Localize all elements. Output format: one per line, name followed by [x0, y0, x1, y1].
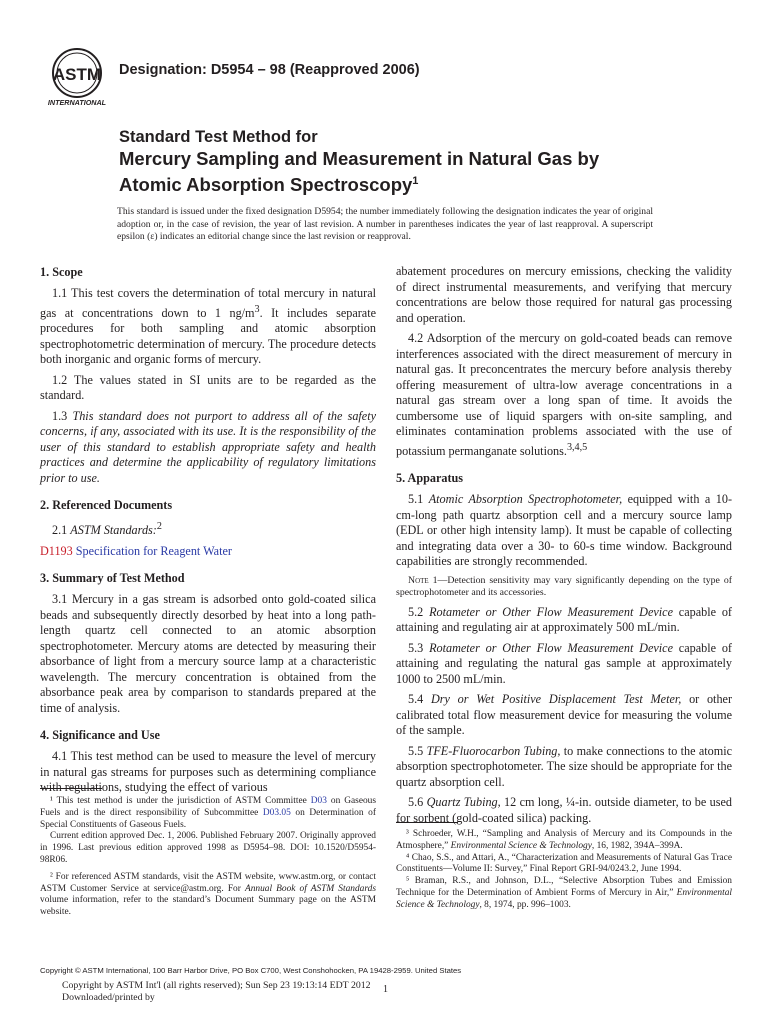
fn1-text-a: ¹ This test method is under the jurisdiction of ASTM Committee [50, 796, 311, 806]
p5-4-text: or other calibrated total flow measurement device for measuring the volume of the sample. [396, 692, 733, 738]
section-heading-apparatus: 5. Apparatus [396, 471, 464, 486]
paragraph-5-5 [396, 744, 732, 791]
section-heading-scope: 1. Scope [40, 265, 83, 279]
paragraph-5-1 [396, 492, 732, 570]
fn3-text-b: , 16, 1982, 394A–399A. [591, 840, 683, 851]
p1-1-text-a: 1.1 This test covers the determination of total mercury in natural gas at concentrations down to 1 ng/m [40, 286, 376, 320]
p4-2-text: 4.2 Adsorption of the mercury on gold-coated beads can remove interferences associated with the direct measurement of mercury in natural gas. It preconcentrates the mercury before analysis thereby offering measurement of ultra-low average concentrations in a natural gas stream over a long span of time. It avoids the cumbersome use of liquid spargers with on-site sampling, and eliminates contamination problems associated with the use of potassium permanganate solutions. [396, 331, 732, 458]
fn5-text-b: , 8, 1974, pp. 996–1003. [479, 899, 571, 910]
note-1-label: Note 1 [408, 574, 438, 586]
issued-note: This standard is issued under the fixed designation D5954; the number immediately following the designation indicates the year of original adoption or, in the case of revision, the year of last revision. A number in parentheses indicates the year of last reapproval. A superscript epsilon (ε) indicates an editorial change since the last revision or reapproval. [117, 206, 653, 243]
note-1 [396, 575, 732, 600]
astm-logo [42, 46, 112, 108]
footnotes-left [40, 796, 376, 919]
title-line-2: Mercury Sampling and Measurement in Natural Gas by [119, 148, 600, 169]
p5-3-num: 5.3 [408, 640, 430, 655]
p5-2-title: Rotameter or Other Flow Measurement Device [429, 604, 673, 619]
section-heading-summary: 3. Summary of Test Method [40, 571, 185, 586]
p5-4-title: Dry or Wet Positive Displacement Test Meter, [430, 692, 682, 707]
p5-1-text: equipped with a 10-cm-long path quartz absorption cell and a mercury source lamp (EDL or other high intensity lamp). It must be capable of collecting and integrating data over a 30- to 60-s time window. Background capabilities are strongly recommended. [396, 492, 733, 569]
p2-1-sup: 2 [156, 521, 162, 533]
footnote-2 [40, 872, 376, 919]
p5-5-num: 5.5 [408, 743, 427, 758]
p5-6-title: Quartz Tubing, [426, 795, 501, 810]
right-column [396, 264, 732, 831]
copyright-line: Copyright © ASTM International, 100 Barr Harbor Drive, PO Box C700, West Conshohocken, PA 19428-2959. United States [40, 966, 462, 975]
paragraph-1-2: 1.2 The values stated in SI units are to be regarded as the standard. [40, 372, 376, 403]
p4-2-sup: 3,4,5 [566, 441, 588, 453]
footnote-3 [396, 829, 732, 853]
title-footnote-mark: 1 [412, 175, 419, 187]
fn1-text-c: on Determination of Special Constituents of Gaseous Fuels. [40, 807, 376, 830]
logo-text: ASTM [52, 65, 102, 84]
footnote-rule-left [40, 788, 102, 789]
stamp-line-2: Downloaded/printed by [62, 992, 155, 1003]
footnote-5 [396, 876, 732, 911]
designation: Designation: D5954 – 98 (Reapproved 2006) [119, 62, 420, 78]
download-stamp [62, 980, 371, 1004]
title-line-3 [119, 170, 719, 196]
paragraph-5-4 [396, 692, 732, 739]
p5-2-text: capable of attaining and regulating air at approximately 500 mL/min. [396, 604, 732, 635]
d03-05-link[interactable]: D03.05 [262, 807, 291, 818]
fn5-text-a: ⁵ Braman, R.S., and Johnson, D.L., “Selective Absorption Tubes and Emission Technique for the Determination of Ambient Forms of Mercury in Air,” [396, 876, 732, 898]
d1193-title-link[interactable]: Specification for Reagent Water [75, 543, 232, 558]
p5-3-title: Rotameter or Other Flow Measurement Device [429, 640, 673, 655]
paragraph-4-1: 4.1 This test method can be used to measure the level of mercury in natural gas streams for purposes such as determining compliance with regulations, studying the effect of various [40, 749, 376, 795]
paragraph-2-1 [40, 519, 376, 539]
stamp-line-1: Copyright by ASTM Int'l (all rights reserved); Sun Sep 23 19:13:14 EDT 2012 [62, 980, 371, 991]
fn3-italic: Environmental Science & Technology [450, 840, 592, 851]
fn2-text-b: volume information, refer to the standard’s Document Summary page on the ASTM website. [40, 895, 376, 918]
section-heading-referenced-documents: 2. Referenced Documents [40, 498, 173, 513]
p2-1-num: 2.1 [52, 523, 71, 538]
footnote-4: ⁴ Chao, S.S., and Attari, A., “Characterization and Measurements of Natural Gas Trace Constituents—Volume II: Survey,” Final Report GRI-94/0243.2, June 1994. [396, 852, 732, 875]
title-line-1: Standard Test Method for [119, 128, 318, 146]
p5-6-text: 12 cm long, ¼-in. outside diameter, to be used for sorbent (gold-coated silica) packing. [396, 795, 732, 825]
p5-6-num: 5.6 [408, 795, 427, 810]
p1-3-num: 1.3 [52, 408, 73, 423]
section-heading-significance: 4. Significance and Use [40, 728, 160, 743]
p2-1-text: ASTM Standards: [70, 523, 157, 538]
paragraph-4-2 [396, 331, 732, 459]
paragraph-5-3 [396, 641, 732, 688]
page-number: 1 [383, 984, 388, 995]
title-line-3-text: Atomic Absorption Spectroscopy [119, 174, 413, 196]
paragraph-1-3 [40, 409, 376, 487]
p1-1-text-b: . It includes separate procedures for both sampling and atomic absorption spectrophotometric determination of mercury. The procedure detects both inorganic and organic forms of mercury. [40, 305, 376, 367]
p5-5-text: to make connections to the atomic absorption spectrophotometer. The size should be appropriate for the quartz absorption cell. [396, 743, 732, 789]
fn5-italic: Environmental Science & Technology [396, 887, 732, 910]
p5-5-title: TFE-Fluorocarbon Tubing, [426, 743, 561, 758]
paragraph-1-1 [40, 286, 376, 368]
d1193-link[interactable]: D1193 [40, 543, 73, 558]
p5-1-title: Atomic Absorption Spectrophotometer, [428, 492, 623, 507]
fn3-text-a: ³ Schroeder, W.H., “Sampling and Analysis of Mercury and its Compounds in the Atmosphere,” [396, 829, 732, 851]
note-1-text: —Detection sensitivity may vary significantly depending on the type of spectrophotometer and its accessories. [396, 574, 732, 599]
p5-2-num: 5.2 [408, 604, 430, 619]
footnote-1 [40, 796, 376, 831]
paragraph-3-1: 3.1 Mercury in a gas stream is adsorbed onto gold-coated silica beads and subsequently directly desorbed by heat into a long path-length quartz cell connected to an atomic absorption spectrophotometer. Mercury atoms are detected by measuring their absorbance of light from a mercury source lamp at a characteristic wavelength. The mercury concentration is obtained from the absorbance peak area by comparison to standards prepared at the time of analysis. [40, 592, 376, 715]
p5-4-num: 5.4 [408, 692, 431, 707]
document-title [119, 127, 719, 196]
p1-3-text: This standard does not purport to address all of the safety concerns, if any, associated with its use. It is the responsibility of the user of this standard to establish appropriate safety and health practices and determine the applicability of regulatory limitations prior to use. [40, 408, 376, 485]
paragraph-4-1-continued: abatement procedures on mercury emissions, checking the validity of direct instrumental measurements, and verifying that mercury concentrations are below those required for natural gas processing and operation. [396, 264, 732, 325]
p5-3-text: capable of attaining and regulating the natural gas sample at approximately 1000 to 2500 mL/min. [396, 640, 732, 686]
fn2-text-a: ² For referenced ASTM standards, visit the ASTM website, www.astm.org, or contact ASTM Customer Service at service@astm.org. For [40, 871, 376, 894]
paragraph-5-2 [396, 605, 732, 636]
fn1-text-b: on Gaseous Fuels and is the direct responsibility of Subcommittee [40, 796, 376, 818]
logo-subtext: INTERNATIONAL [47, 98, 107, 107]
footnotes-right [396, 829, 732, 912]
footnote-1-edition: Current edition approved Dec. 1, 2006. Published February 2007. Originally approved in 1996. Last previous edition approved 1998 as D5954–98. DOI: 10.1520/D5954-98R06. [40, 831, 376, 865]
reference-d1193[interactable] [40, 544, 376, 560]
astm-logo-icon [42, 46, 112, 108]
left-column [40, 264, 376, 801]
fn2-italic: Annual Book of ASTM Standards [244, 883, 376, 894]
p5-1-num: 5.1 [408, 492, 429, 507]
d03-link[interactable]: D03 [310, 796, 327, 806]
footnote-rule-right [396, 822, 458, 823]
p1-1-sup: 3 [254, 303, 260, 315]
